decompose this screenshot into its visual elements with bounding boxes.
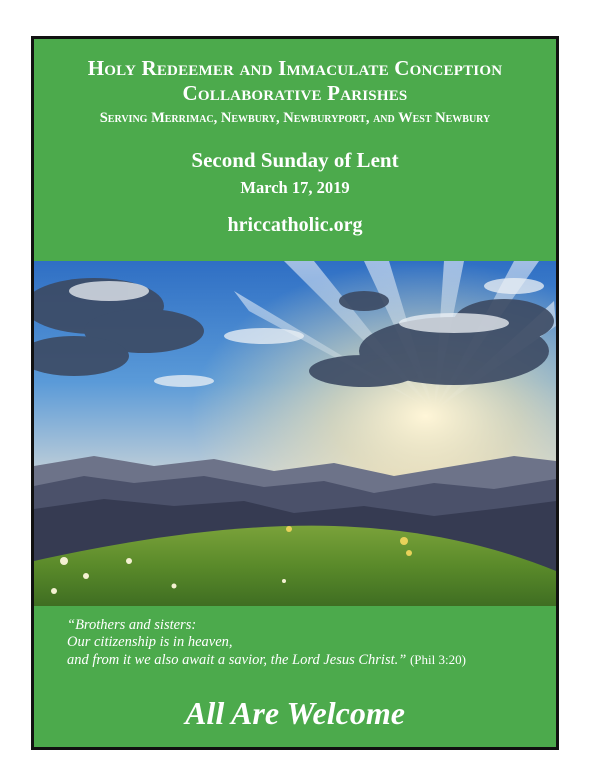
bulletin-cover [31,36,559,750]
mountain-sunrise-photo [34,261,556,606]
liturgical-occasion: Second Sunday of Lent [191,148,399,172]
website-link[interactable]: hriccatholic.org [227,214,363,236]
quote-line-3 [67,651,547,669]
parish-title-line1: Holy Redeemer and Immaculate Conception [87,56,503,80]
welcome-message: All Are Welcome [185,695,405,731]
quote-line-3-text: and from it we also await a savior, the Lord Jesus Christ.” [67,652,407,668]
serving-towns: Serving Merrimac, Newbury, Newburyport, and West Newbury [99,110,491,126]
scripture-quote [67,617,547,669]
bulletin-date: March 17, 2019 [240,178,350,197]
quote-line-2: Our citizenship is in heaven, [67,634,233,650]
scripture-citation: (Phil 3:20) [409,652,466,667]
quote-line-1: “Brothers and sisters: [67,617,197,633]
parish-title-line2: Collaborative Parishes [182,81,408,105]
cover-header [34,39,556,261]
